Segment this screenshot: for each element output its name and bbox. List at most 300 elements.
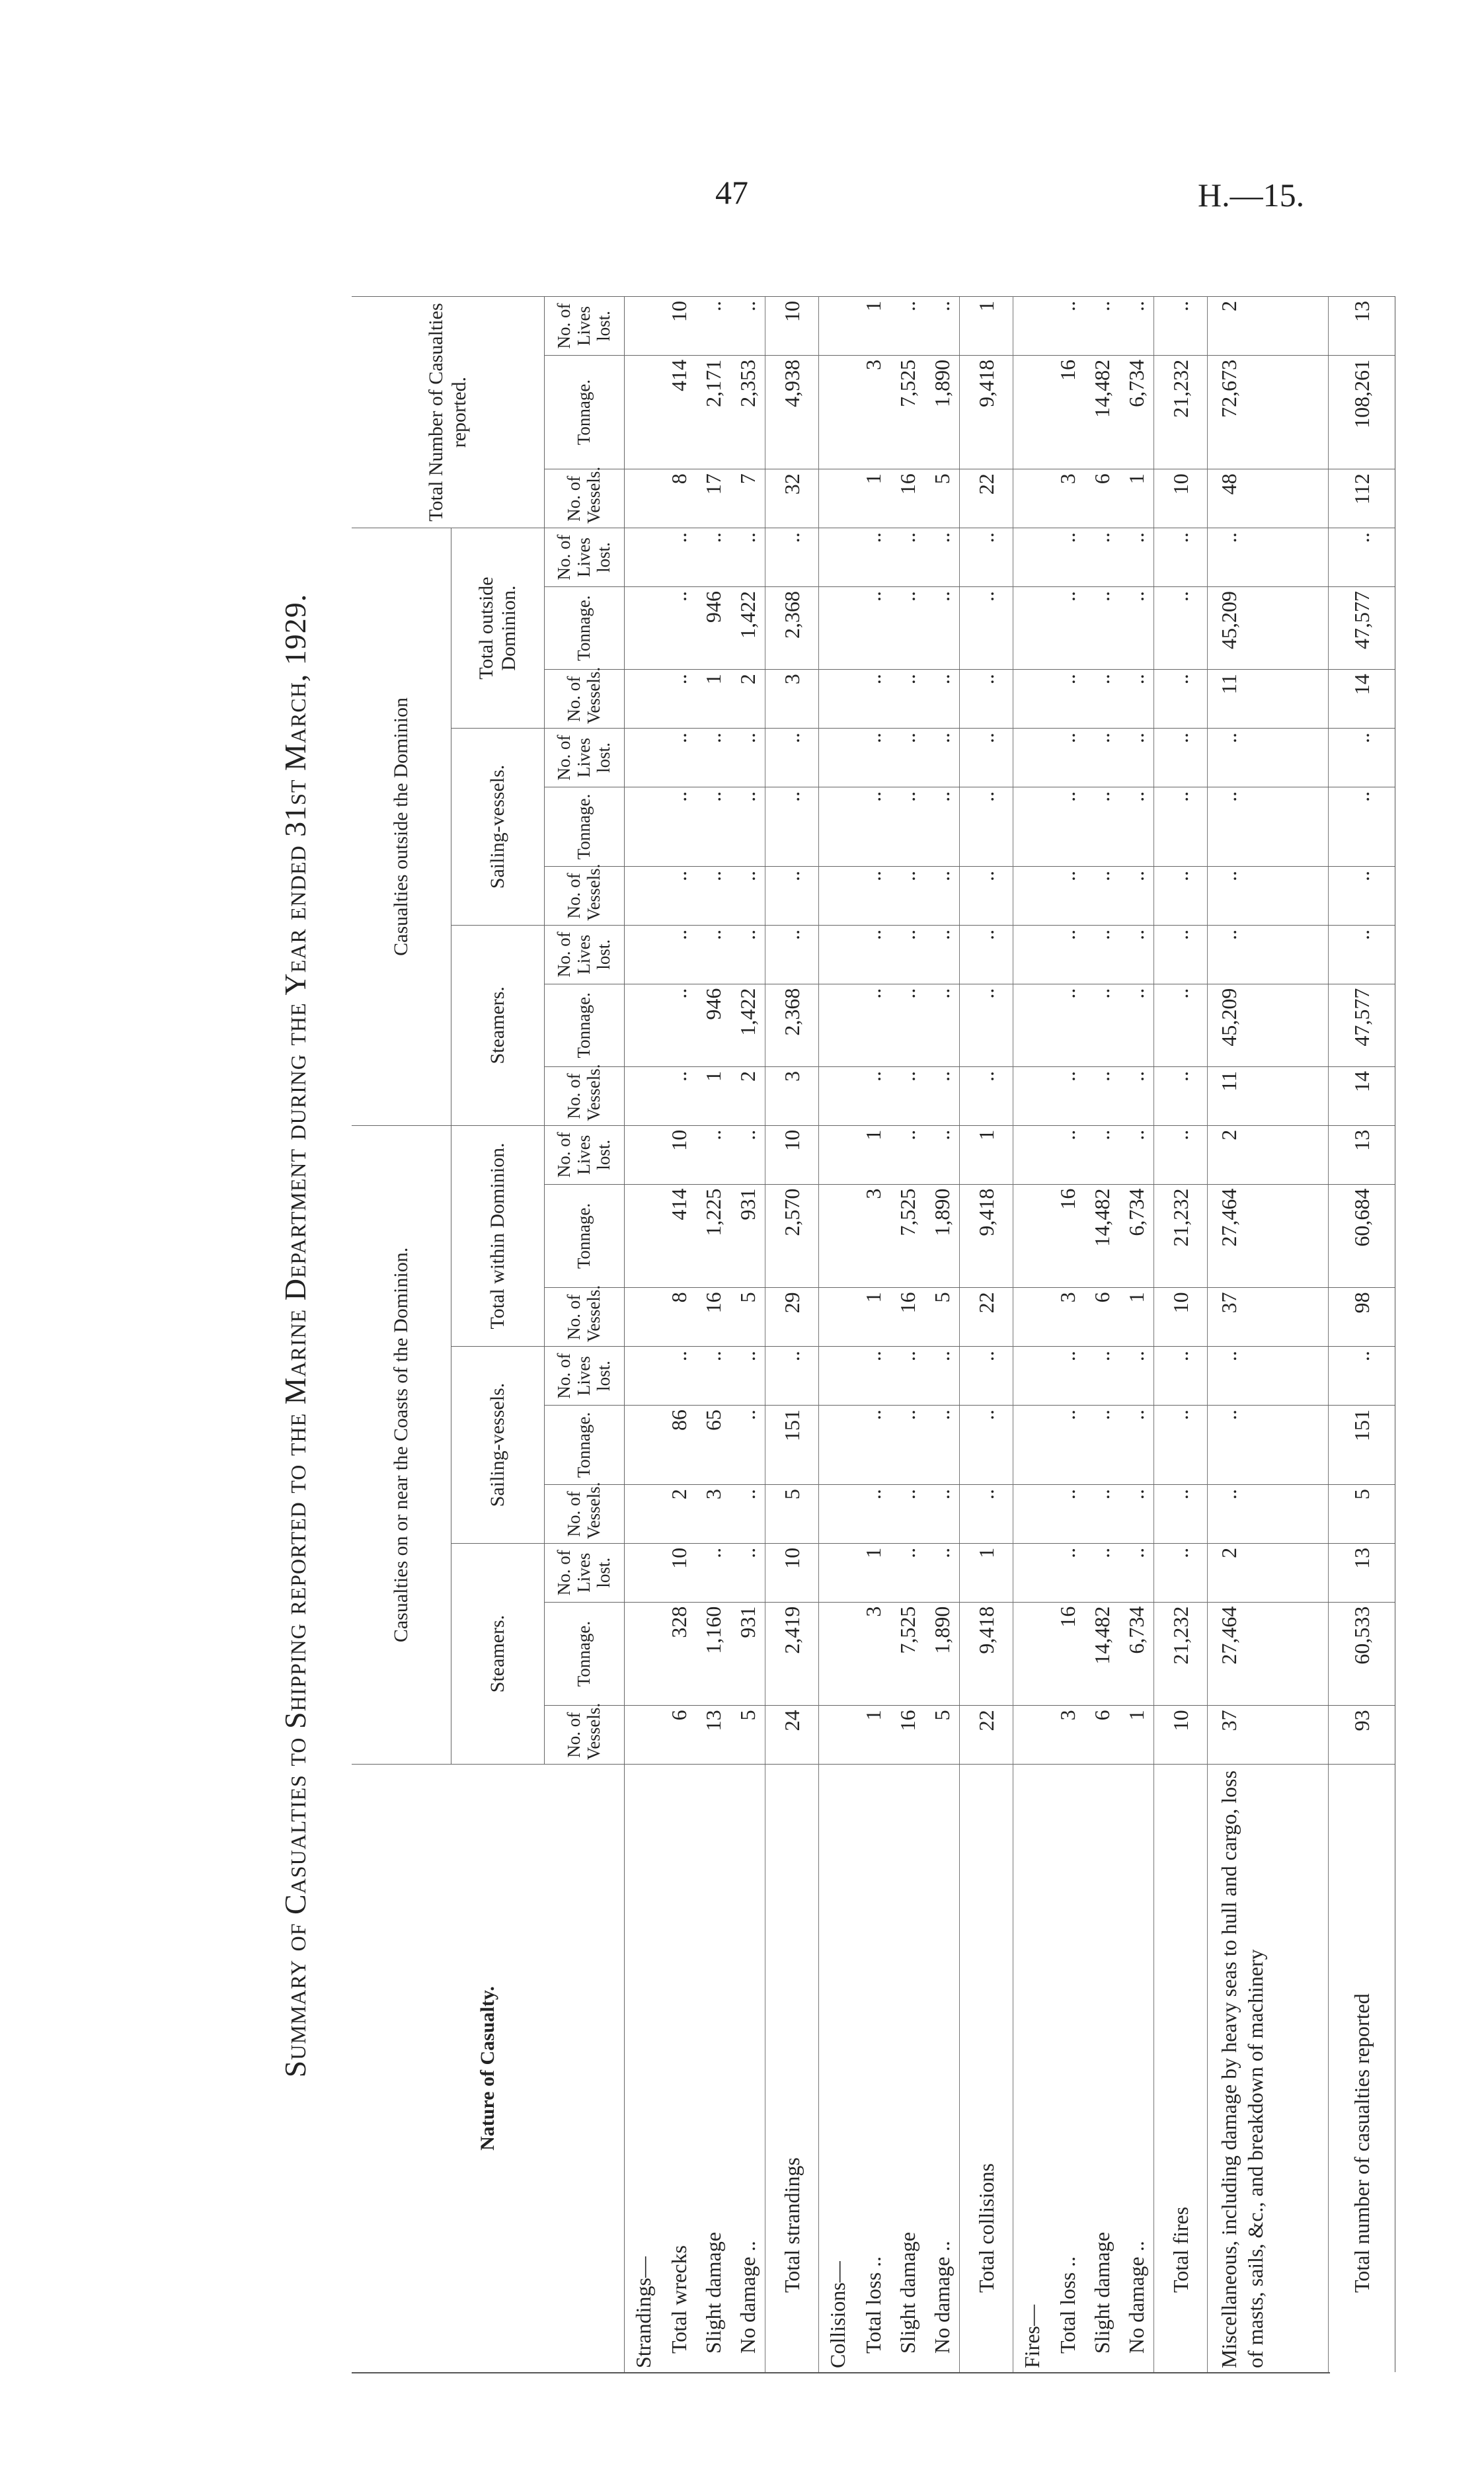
header-outside-steamers-tonnage: Tonnage. bbox=[545, 984, 625, 1066]
table-cell: 1,225 bbox=[696, 1184, 730, 1288]
header-coast-steamers-lives: No. of Lives lost. bbox=[545, 1543, 625, 1602]
table-cell: .. bbox=[925, 1347, 960, 1406]
table-cell: .. bbox=[890, 1543, 925, 1602]
header-total-outside-lives: No. of Lives lost. bbox=[545, 528, 625, 587]
table-row bbox=[819, 297, 857, 2373]
table-body bbox=[625, 297, 1395, 2373]
table-cell: .. bbox=[1119, 867, 1154, 926]
table-cell: .. bbox=[1119, 586, 1154, 669]
header-grand-total-lives: No. of Lives lost. bbox=[545, 297, 625, 356]
header-nature-of-casualty: Nature of Casualty. bbox=[352, 1765, 625, 2372]
table-cell: 1 bbox=[1119, 1288, 1154, 1347]
table-cell: 48 bbox=[1208, 469, 1329, 528]
table-cell: .. bbox=[856, 586, 890, 669]
table-cell: 1,890 bbox=[925, 355, 960, 469]
table-cell: .. bbox=[730, 787, 765, 866]
table-cell: .. bbox=[925, 528, 960, 587]
table-cell: 1,890 bbox=[925, 1184, 960, 1288]
table-cell: .. bbox=[696, 729, 730, 787]
table-cell bbox=[625, 1125, 662, 1184]
table-cell: 9,418 bbox=[960, 1602, 1013, 1706]
table-cell: 3 bbox=[765, 670, 819, 729]
table-cell: 1,160 bbox=[696, 1602, 730, 1706]
table-cell bbox=[1013, 1184, 1051, 1288]
table-cell bbox=[819, 1347, 857, 1406]
table-cell: 3 bbox=[1050, 1706, 1085, 1765]
table-cell: 151 bbox=[1329, 1405, 1395, 1484]
table-cell: 946 bbox=[696, 984, 730, 1066]
table-cell: .. bbox=[890, 867, 925, 926]
table-cell: 11 bbox=[1208, 1066, 1329, 1125]
table-cell: 2 bbox=[662, 1485, 696, 1544]
table-cell bbox=[819, 355, 857, 469]
table-cell: .. bbox=[1208, 867, 1329, 926]
table-cell: 22 bbox=[960, 469, 1013, 528]
table-cell: .. bbox=[1085, 528, 1119, 587]
table-cell: 13 bbox=[696, 1706, 730, 1765]
table-cell: 21,232 bbox=[1154, 1184, 1208, 1288]
row-label: Total loss .. bbox=[1050, 1765, 1085, 2372]
table-cell: 3 bbox=[856, 355, 890, 469]
table-cell bbox=[819, 1543, 857, 1602]
table-cell: .. bbox=[662, 528, 696, 587]
header-outside-steamers-vessels: No. of Vessels. bbox=[545, 1066, 625, 1125]
table-cell bbox=[1013, 1543, 1051, 1602]
table-cell: 2,419 bbox=[765, 1602, 819, 1706]
table-cell bbox=[625, 1347, 662, 1406]
table-cell bbox=[1013, 787, 1051, 866]
table-cell: 2,368 bbox=[765, 984, 819, 1066]
table-cell: .. bbox=[730, 1347, 765, 1406]
table-cell: .. bbox=[1329, 729, 1395, 787]
table-cell: 1 bbox=[696, 670, 730, 729]
table-cell: 22 bbox=[960, 1706, 1013, 1765]
table-cell: .. bbox=[1119, 528, 1154, 587]
table-cell: 9,418 bbox=[960, 1184, 1013, 1288]
table-cell: 1 bbox=[960, 297, 1013, 356]
table-cell: 2,570 bbox=[765, 1184, 819, 1288]
table-cell: .. bbox=[765, 528, 819, 587]
header-coast-sailing: Sailing-vessels. bbox=[451, 1347, 545, 1544]
table-cell: 8 bbox=[662, 469, 696, 528]
table-row bbox=[662, 297, 696, 2373]
table-cell: 98 bbox=[1329, 1288, 1395, 1347]
table-cell: .. bbox=[696, 297, 730, 356]
table-cell: 2 bbox=[1208, 297, 1329, 356]
table-cell: .. bbox=[730, 297, 765, 356]
table-cell: 1 bbox=[856, 469, 890, 528]
casualties-table bbox=[352, 296, 1395, 2372]
table-cell: .. bbox=[730, 1405, 765, 1484]
table-cell: 10 bbox=[765, 1543, 819, 1602]
table-cell: 6 bbox=[1085, 469, 1119, 528]
table-cell bbox=[1013, 528, 1051, 587]
table-cell bbox=[1013, 1125, 1051, 1184]
row-label: No damage .. bbox=[730, 1765, 765, 2372]
table-cell: 47,577 bbox=[1329, 984, 1395, 1066]
table-cell: 16 bbox=[1050, 355, 1085, 469]
table-cell: .. bbox=[662, 925, 696, 984]
header-outside-steamers: Steamers. bbox=[451, 925, 545, 1125]
table-cell: 5 bbox=[730, 1706, 765, 1765]
table-row bbox=[856, 297, 890, 2373]
table-cell: .. bbox=[890, 984, 925, 1066]
page-number: 47 bbox=[715, 174, 748, 211]
table-cell: .. bbox=[856, 925, 890, 984]
table-cell: .. bbox=[1329, 925, 1395, 984]
table-cell: 22 bbox=[960, 1288, 1013, 1347]
table-cell: 37 bbox=[1208, 1706, 1329, 1765]
table-cell: 16 bbox=[890, 469, 925, 528]
table-cell: .. bbox=[856, 787, 890, 866]
table-cell: .. bbox=[1154, 528, 1208, 587]
table-cell: 1 bbox=[856, 1288, 890, 1347]
table-cell: 2 bbox=[730, 1066, 765, 1125]
table-cell: .. bbox=[1208, 1347, 1329, 1406]
table-cell: .. bbox=[1050, 670, 1085, 729]
table-cell: .. bbox=[1119, 1543, 1154, 1602]
header-total-within-vessels: No. of Vessels. bbox=[545, 1288, 625, 1347]
table-cell: .. bbox=[1119, 1347, 1154, 1406]
table-cell bbox=[1013, 586, 1051, 669]
table-cell: .. bbox=[662, 586, 696, 669]
table-cell: 6,734 bbox=[1119, 1184, 1154, 1288]
header-coast-sailing-lives: No. of Lives lost. bbox=[545, 1347, 625, 1406]
table-cell: 328 bbox=[662, 1602, 696, 1706]
table-cell: 946 bbox=[696, 586, 730, 669]
table-cell: 3 bbox=[856, 1602, 890, 1706]
table-cell bbox=[1013, 1347, 1051, 1406]
table-cell: 29 bbox=[765, 1288, 819, 1347]
table-cell: .. bbox=[1208, 925, 1329, 984]
table-cell: 1 bbox=[1119, 469, 1154, 528]
table-cell: .. bbox=[1329, 1347, 1395, 1406]
table-cell: 16 bbox=[1050, 1184, 1085, 1288]
table-cell bbox=[625, 1706, 662, 1765]
table-cell: .. bbox=[1050, 297, 1085, 356]
table-cell: .. bbox=[925, 586, 960, 669]
table-cell: 10 bbox=[1154, 1706, 1208, 1765]
table-cell bbox=[625, 586, 662, 669]
table-cell: .. bbox=[1085, 1066, 1119, 1125]
table-cell: .. bbox=[890, 925, 925, 984]
header-total-outside: Total outside Dominion. bbox=[451, 528, 545, 729]
table-cell: .. bbox=[1085, 867, 1119, 926]
table-cell bbox=[625, 528, 662, 587]
table-cell: 2,353 bbox=[730, 355, 765, 469]
table-cell: .. bbox=[925, 984, 960, 1066]
table-cell: .. bbox=[662, 1066, 696, 1125]
table-cell: 1 bbox=[960, 1543, 1013, 1602]
table-cell: 6 bbox=[1085, 1288, 1119, 1347]
table-row bbox=[960, 297, 1013, 2373]
table-cell: .. bbox=[1085, 670, 1119, 729]
table-cell: .. bbox=[1050, 586, 1085, 669]
table-row bbox=[1329, 297, 1395, 2373]
table-cell: 13 bbox=[1329, 1125, 1395, 1184]
table-cell bbox=[625, 1288, 662, 1347]
table-cell: 21,232 bbox=[1154, 355, 1208, 469]
table-cell: .. bbox=[1208, 787, 1329, 866]
table-cell: 10 bbox=[1154, 469, 1208, 528]
table-cell: .. bbox=[856, 670, 890, 729]
table-cell: 6,734 bbox=[1119, 1602, 1154, 1706]
table-cell: 17 bbox=[696, 469, 730, 528]
table-cell: .. bbox=[1154, 586, 1208, 669]
table-cell bbox=[819, 297, 857, 356]
table-cell: .. bbox=[856, 867, 890, 926]
table-cell: 1 bbox=[960, 1125, 1013, 1184]
table-cell: .. bbox=[1050, 1125, 1085, 1184]
table-cell bbox=[819, 1706, 857, 1765]
table-cell: .. bbox=[960, 984, 1013, 1066]
table-cell bbox=[625, 1602, 662, 1706]
table-cell: .. bbox=[925, 670, 960, 729]
table-cell bbox=[819, 528, 857, 587]
table-cell: 414 bbox=[662, 1184, 696, 1288]
header-outside-sailing-tonnage: Tonnage. bbox=[545, 787, 625, 866]
row-label: Total fires bbox=[1154, 1765, 1208, 2372]
table-cell: .. bbox=[662, 670, 696, 729]
table-cell bbox=[1013, 867, 1051, 926]
table-cell: 2 bbox=[1208, 1543, 1329, 1602]
table-cell bbox=[1013, 984, 1051, 1066]
table-cell: .. bbox=[856, 984, 890, 1066]
table-cell: .. bbox=[890, 586, 925, 669]
table-cell: 10 bbox=[662, 1543, 696, 1602]
table-cell: .. bbox=[1050, 528, 1085, 587]
table-cell: .. bbox=[1208, 729, 1329, 787]
row-label: Total number of casualties reported bbox=[1329, 1765, 1395, 2372]
table-cell bbox=[1013, 1066, 1051, 1125]
table-cell: 3 bbox=[1050, 469, 1085, 528]
row-label: Slight damage bbox=[696, 1765, 730, 2372]
header-outside-group: Casualties outside the Dominion bbox=[352, 528, 451, 1126]
header-outside-sailing-lives: No. of Lives lost. bbox=[545, 729, 625, 787]
table-cell bbox=[819, 925, 857, 984]
table-cell: .. bbox=[1050, 787, 1085, 866]
table-cell: 14,482 bbox=[1085, 1184, 1119, 1288]
table-cell: .. bbox=[890, 1347, 925, 1406]
table-row bbox=[1154, 297, 1208, 2373]
table-cell: .. bbox=[1154, 1485, 1208, 1544]
table-cell: .. bbox=[662, 1347, 696, 1406]
table-cell: 47,577 bbox=[1329, 586, 1395, 669]
table-cell: .. bbox=[1085, 1347, 1119, 1406]
header-total-outside-vessels: No. of Vessels. bbox=[545, 670, 625, 729]
table-cell: .. bbox=[1119, 787, 1154, 866]
table-cell bbox=[819, 867, 857, 926]
table-cell: 16 bbox=[696, 1288, 730, 1347]
table-cell: .. bbox=[960, 1347, 1013, 1406]
table-cell bbox=[1013, 1485, 1051, 1544]
row-label: Strandings— bbox=[625, 1765, 662, 2372]
table-cell: .. bbox=[960, 1405, 1013, 1484]
table-cell: 151 bbox=[765, 1405, 819, 1484]
table-cell bbox=[625, 984, 662, 1066]
table-cell: .. bbox=[765, 787, 819, 866]
table-cell: .. bbox=[765, 1347, 819, 1406]
table-cell: 1 bbox=[856, 297, 890, 356]
table-cell: 9,418 bbox=[960, 355, 1013, 469]
table-cell: 16 bbox=[890, 1288, 925, 1347]
table-cell bbox=[819, 729, 857, 787]
header-coast-steamers-vessels: No. of Vessels. bbox=[545, 1706, 625, 1765]
header-coast-steamers-tonnage: Tonnage. bbox=[545, 1602, 625, 1706]
row-label: Total collisions bbox=[960, 1765, 1013, 2372]
table-cell: .. bbox=[890, 787, 925, 866]
table-cell: 7,525 bbox=[890, 1184, 925, 1288]
table-cell bbox=[625, 355, 662, 469]
table-cell: .. bbox=[960, 528, 1013, 587]
table-cell: 2 bbox=[730, 670, 765, 729]
table-cell: 3 bbox=[1050, 1288, 1085, 1347]
table-cell: .. bbox=[1119, 729, 1154, 787]
table-cell bbox=[819, 469, 857, 528]
table-cell bbox=[819, 1288, 857, 1347]
table-cell: 65 bbox=[696, 1405, 730, 1484]
table-cell: .. bbox=[1154, 787, 1208, 866]
table-cell: 414 bbox=[662, 355, 696, 469]
table-cell: 24 bbox=[765, 1706, 819, 1765]
table-cell: .. bbox=[1154, 984, 1208, 1066]
table-cell bbox=[819, 787, 857, 866]
table-cell bbox=[819, 984, 857, 1066]
table-cell bbox=[819, 1602, 857, 1706]
table-cell: 5 bbox=[730, 1288, 765, 1347]
table-cell: 1,422 bbox=[730, 984, 765, 1066]
table-cell: .. bbox=[925, 867, 960, 926]
table-cell bbox=[819, 1485, 857, 1544]
table-cell bbox=[819, 1184, 857, 1288]
table-cell: 3 bbox=[696, 1485, 730, 1544]
header-total-within-lives: No. of Lives lost. bbox=[545, 1125, 625, 1184]
table-cell: 931 bbox=[730, 1602, 765, 1706]
table-cell: 6 bbox=[662, 1706, 696, 1765]
table-cell bbox=[625, 1543, 662, 1602]
table-cell: 14 bbox=[1329, 1066, 1395, 1125]
table-cell bbox=[625, 1405, 662, 1484]
table-cell: 6 bbox=[1085, 1706, 1119, 1765]
table-cell: .. bbox=[1154, 1405, 1208, 1484]
table-cell: 86 bbox=[662, 1405, 696, 1484]
table-cell: 6,734 bbox=[1119, 355, 1154, 469]
table-cell: 1 bbox=[856, 1543, 890, 1602]
table-cell: 1,422 bbox=[730, 586, 765, 669]
table-cell bbox=[1013, 1405, 1051, 1484]
table-row bbox=[925, 297, 960, 2373]
table-cell: 10 bbox=[662, 297, 696, 356]
table-cell: .. bbox=[696, 925, 730, 984]
table-cell: .. bbox=[960, 586, 1013, 669]
table-cell: 16 bbox=[890, 1706, 925, 1765]
table-cell bbox=[625, 1485, 662, 1544]
table-cell: .. bbox=[730, 925, 765, 984]
table-cell: .. bbox=[1050, 729, 1085, 787]
table-cell: 3 bbox=[765, 1066, 819, 1125]
table-cell bbox=[1013, 355, 1051, 469]
table-title: Summary of Casualties to Shipping reported to the Marine Department during the Year ended 31st March, 1929. bbox=[278, 593, 312, 2078]
table-cell: 1,890 bbox=[925, 1602, 960, 1706]
table-cell: .. bbox=[856, 1405, 890, 1484]
header-total-outside-tonnage: Tonnage. bbox=[545, 586, 625, 669]
table-cell: .. bbox=[1085, 787, 1119, 866]
table-cell: .. bbox=[925, 1543, 960, 1602]
table-cell: 10 bbox=[765, 1125, 819, 1184]
table-cell: .. bbox=[890, 670, 925, 729]
table-cell: .. bbox=[890, 528, 925, 587]
table-cell: 45,209 bbox=[1208, 586, 1329, 669]
table-cell: .. bbox=[1329, 528, 1395, 587]
table-cell: .. bbox=[730, 1485, 765, 1544]
table-cell: .. bbox=[960, 670, 1013, 729]
table-cell bbox=[819, 1405, 857, 1484]
row-label: Total strandings bbox=[765, 1765, 819, 2372]
table-cell: 11 bbox=[1208, 670, 1329, 729]
table-row bbox=[1208, 297, 1329, 2373]
table-cell: .. bbox=[730, 1125, 765, 1184]
table-cell: 21,232 bbox=[1154, 1602, 1208, 1706]
table-cell bbox=[1013, 297, 1051, 356]
table-cell: 14,482 bbox=[1085, 1602, 1119, 1706]
table-cell: .. bbox=[696, 1543, 730, 1602]
table-cell: .. bbox=[1154, 925, 1208, 984]
header-outside-sailing-vessels: No. of Vessels. bbox=[545, 867, 625, 926]
table-cell bbox=[1013, 1288, 1051, 1347]
row-label: Fires— bbox=[1013, 1765, 1051, 2372]
table-cell: .. bbox=[1050, 1405, 1085, 1484]
row-label: No damage .. bbox=[1119, 1765, 1154, 2372]
header-coast-steamers: Steamers. bbox=[451, 1543, 545, 1764]
table-cell: .. bbox=[1050, 1485, 1085, 1544]
table-cell: 1 bbox=[856, 1706, 890, 1765]
table-row bbox=[890, 297, 925, 2373]
header-coasts-group: Casualties on or near the Coasts of the Dominion. bbox=[352, 1125, 451, 1764]
table-cell bbox=[819, 1066, 857, 1125]
table-cell: 1 bbox=[1119, 1706, 1154, 1765]
table-cell: .. bbox=[925, 729, 960, 787]
table-cell: .. bbox=[1119, 670, 1154, 729]
table-cell: .. bbox=[1329, 867, 1395, 926]
table-cell: .. bbox=[1154, 1347, 1208, 1406]
table-cell: 5 bbox=[1329, 1485, 1395, 1544]
table-cell bbox=[625, 1066, 662, 1125]
table-cell bbox=[1013, 925, 1051, 984]
table-cell: .. bbox=[1085, 297, 1119, 356]
table-cell: .. bbox=[1119, 1405, 1154, 1484]
table-cell: 7 bbox=[730, 469, 765, 528]
table-cell: .. bbox=[662, 729, 696, 787]
table-cell: .. bbox=[925, 297, 960, 356]
table-cell: .. bbox=[765, 867, 819, 926]
table-cell: .. bbox=[1085, 729, 1119, 787]
table-cell bbox=[625, 925, 662, 984]
table-cell: 72,673 bbox=[1208, 355, 1329, 469]
table-cell: 2,171 bbox=[696, 355, 730, 469]
table-cell: .. bbox=[696, 787, 730, 866]
table-cell: .. bbox=[730, 867, 765, 926]
table-cell: .. bbox=[696, 867, 730, 926]
header-total-within: Total within Dominion. bbox=[451, 1125, 545, 1346]
table-cell: .. bbox=[1085, 1543, 1119, 1602]
table-cell: 4,938 bbox=[765, 355, 819, 469]
table-cell: .. bbox=[1085, 1405, 1119, 1484]
table-cell: .. bbox=[1154, 867, 1208, 926]
table-cell bbox=[1013, 469, 1051, 528]
header-grand-total-vessels: No. of Vessels. bbox=[545, 469, 625, 528]
table-cell: .. bbox=[765, 925, 819, 984]
table-cell: 16 bbox=[1050, 1602, 1085, 1706]
